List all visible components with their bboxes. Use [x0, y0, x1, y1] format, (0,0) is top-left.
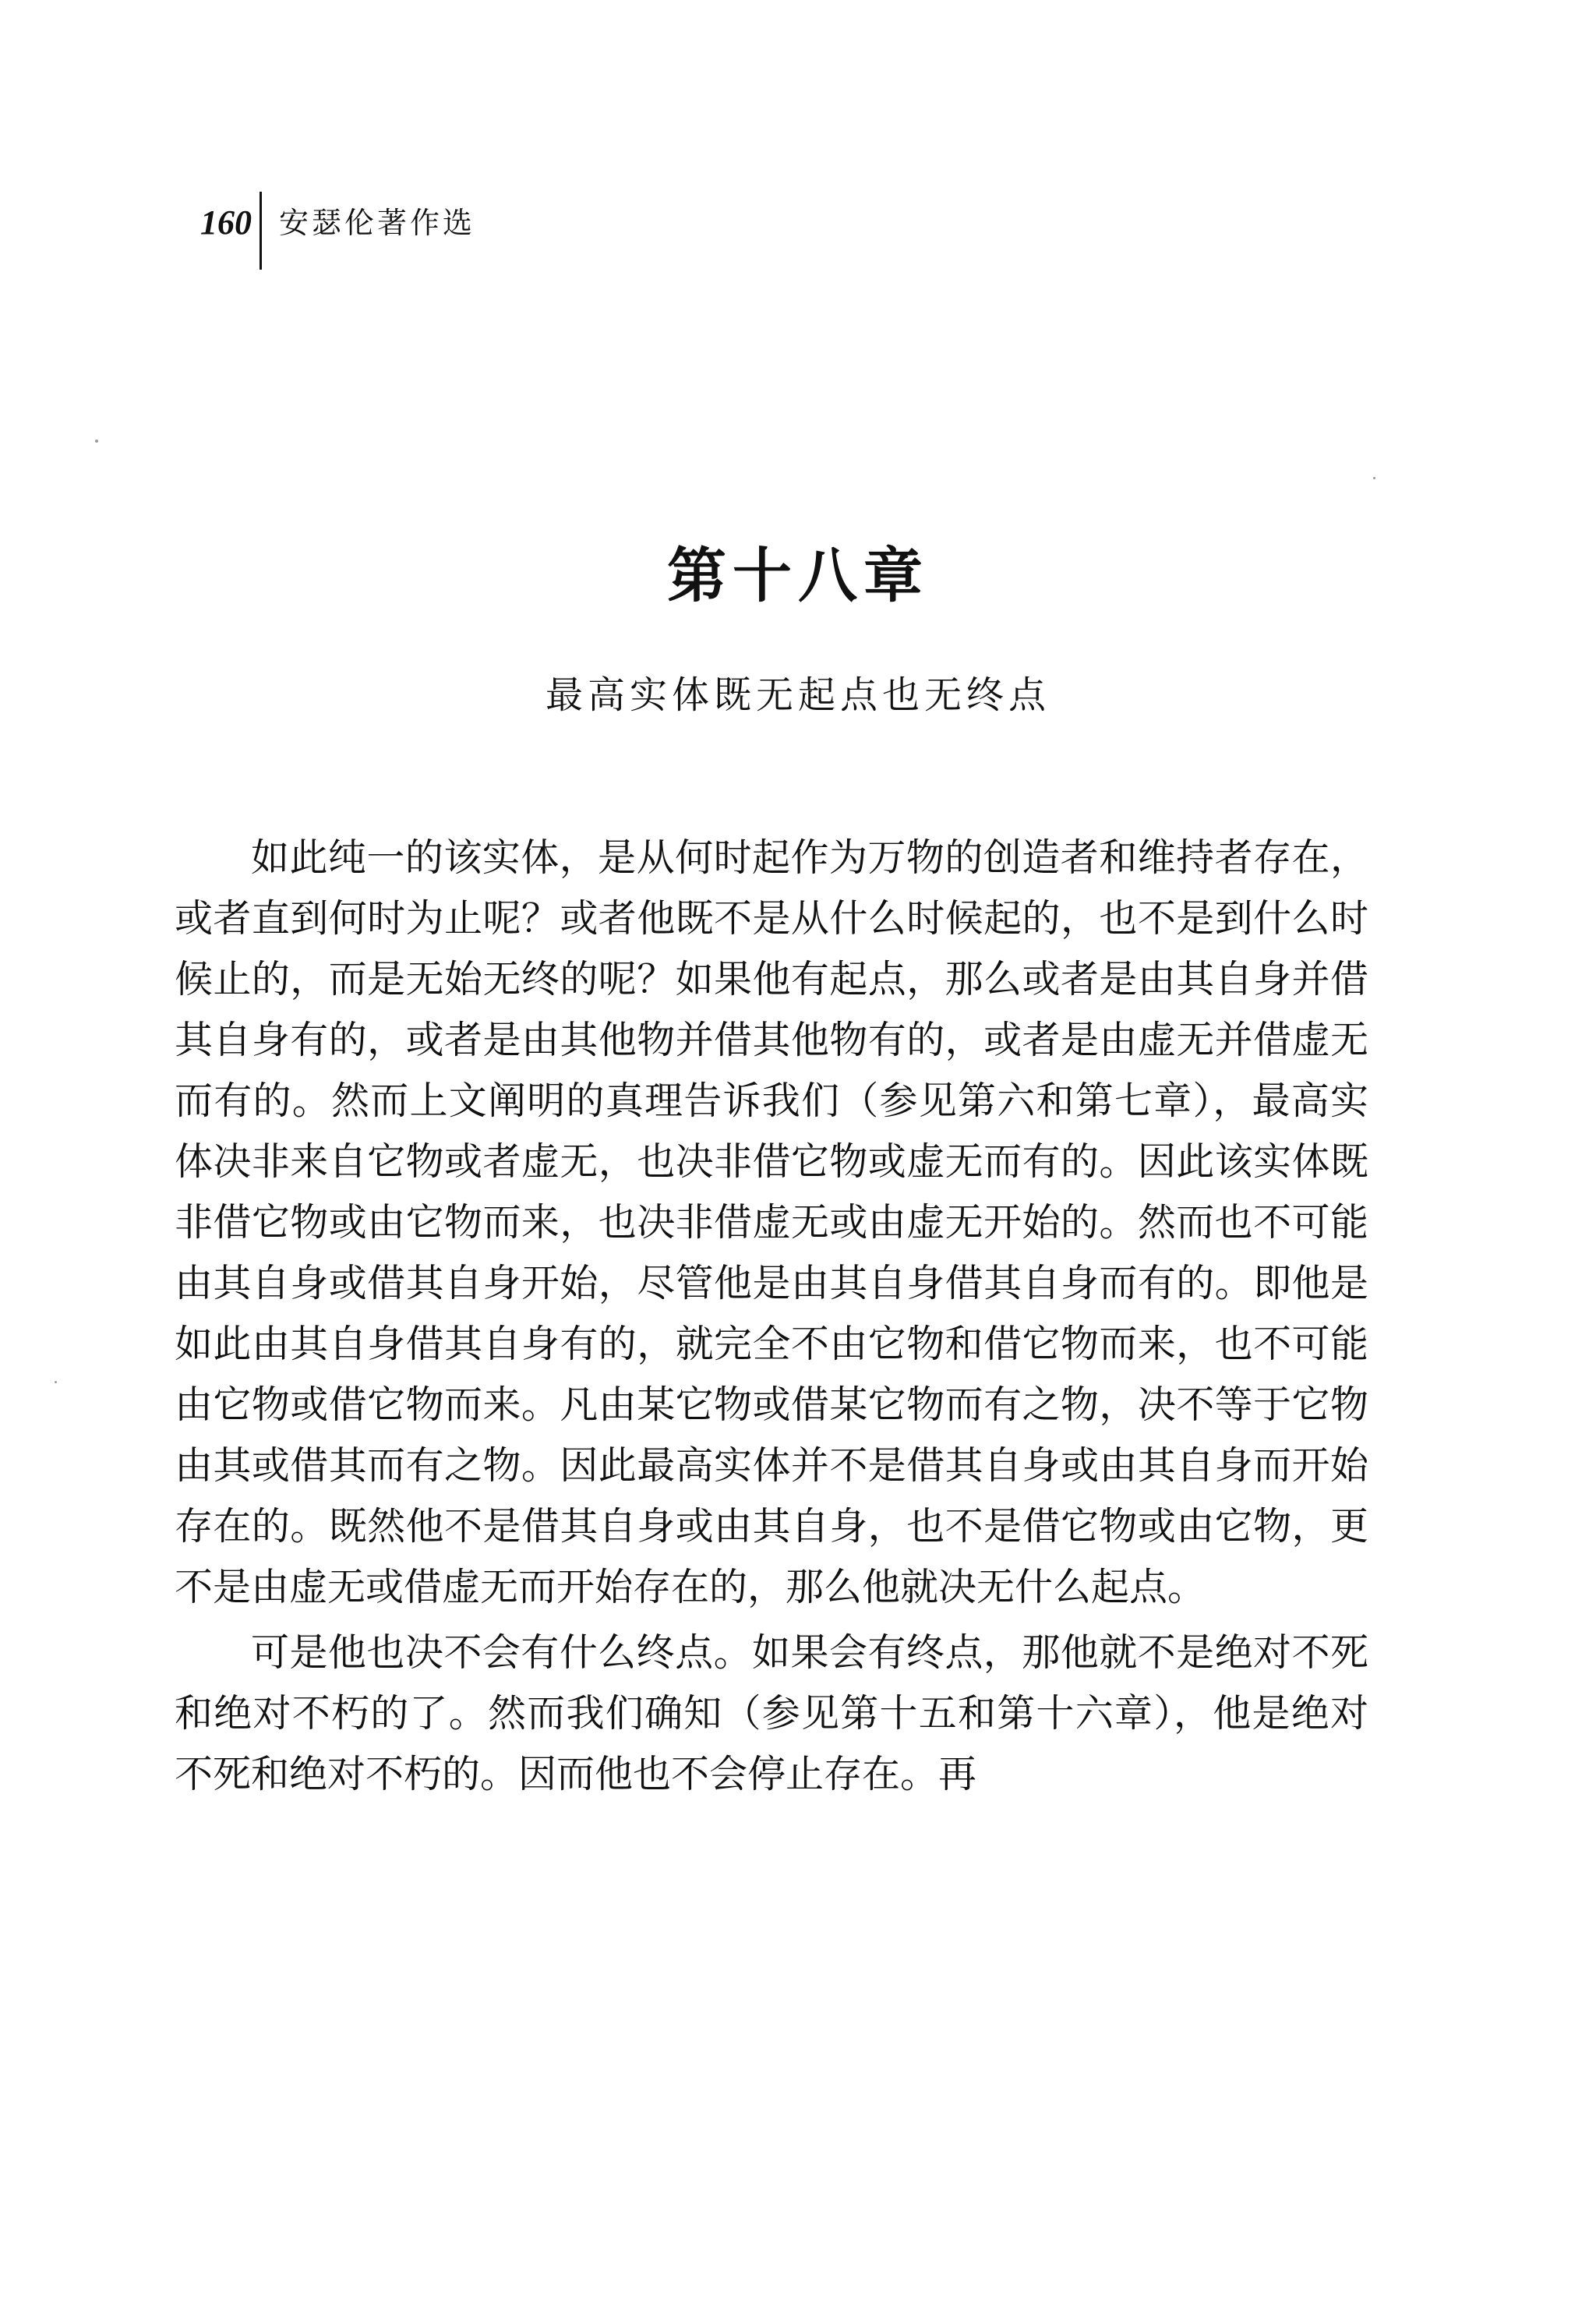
chapter-title: 第十八章 — [667, 541, 929, 610]
paragraph: 可是他也决不会有什么终点。如果会有终点，那他就不是绝对不死和绝对不朽的了。然而我们确知（参见第十五和第十六章），他是绝对不死和绝对不朽的。因而他也不会停止存在。再 — [175, 1630, 1368, 1796]
paragraph: 如此纯一的该实体，是从何时起作为万物的创造者和维持者存在，或者直到何时为止呢？或者他既不是从什么时候起的，也不是到什么时候止的，而是无始无终的呢？如果他有起点，那么或者是由其自身并借其自身有的，或者是由其他物并借其他物有的，或者是由虚无并借虚无而有的。然而上文阐明的真理告诉我们（参见第六和第七章），最高实体决非来自它物或者虚无，也决非借它物或虚无而有的。因此该实体既非借它物或由它物而来，也决非借虚无或由虚无开始的。然而也不可能由其自身或借其自身开始，尽管他是由其自身借其自身而有的。即他是如此由其自身借其自身有的，就完全不由它物和借它物而来，也不可能由它物或借它物而来。凡由某它物或借某它物而有之物，决不等于它物由其或借其而有之物。因此最高实体并不是借其自身或由其自身而开始存在的。既然他不是借其自身或由其自身，也不是借它物或由它物，更不是由虚无或借虚无而开始存在的，那么他就决无什么起点。 — [175, 835, 1368, 1609]
page-number: 160 — [200, 203, 252, 242]
book-title: 安瑟伦著作选 — [279, 206, 476, 240]
scan-speck — [55, 1381, 57, 1383]
scan-speck — [95, 440, 98, 443]
scan-speck — [1373, 477, 1375, 479]
body-text — [175, 828, 1368, 1805]
header-divider — [260, 192, 262, 270]
running-header — [178, 192, 475, 277]
chapter-subtitle: 最高实体既无起点也无终点 — [545, 673, 1050, 717]
